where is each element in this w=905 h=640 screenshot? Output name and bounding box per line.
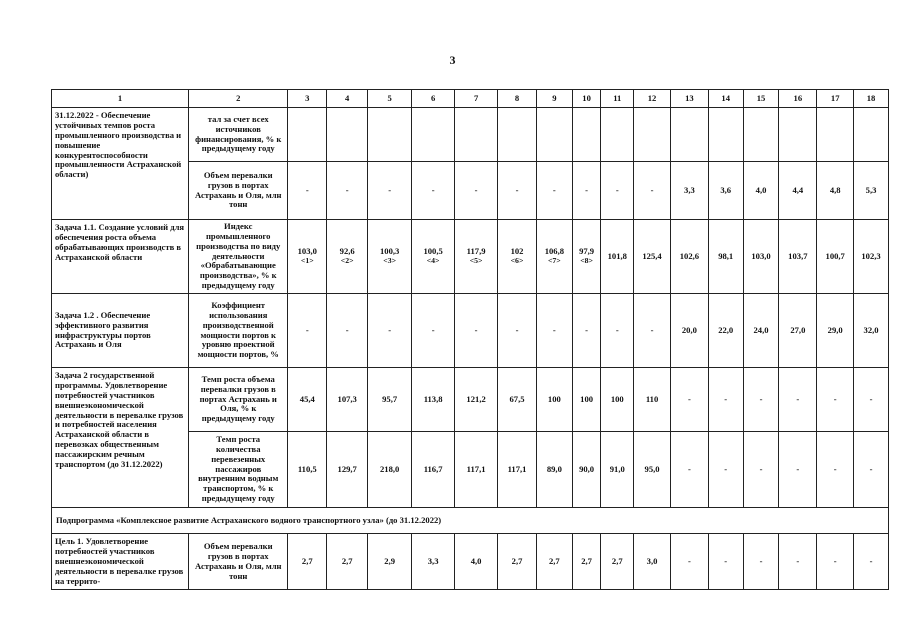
value-text: - [650, 184, 654, 195]
value-cell [854, 294, 889, 368]
value-text: 3,0 [646, 555, 658, 566]
value-cell [412, 294, 455, 368]
value-text: 22,0 [718, 324, 734, 335]
value-text: - [474, 324, 478, 335]
value-text: 100 [580, 393, 594, 404]
value-cell [572, 220, 601, 294]
value-cell [817, 432, 854, 508]
value-cell [670, 220, 708, 294]
indicator-table [51, 89, 889, 590]
value-text: - [515, 324, 519, 335]
value-text: - [869, 555, 873, 566]
value-text: - [759, 463, 763, 474]
value-cell [817, 368, 854, 432]
value-text: 20,0 [681, 324, 697, 335]
value-cell [634, 368, 671, 432]
footnote-ref: <7> [547, 255, 561, 265]
value-cell [498, 534, 537, 590]
goal-cell: Цель 1. Удовлетворение потребностей участников внешнеэкономической деятельности в перевалке грузов на террито- [52, 534, 189, 590]
value-cell [536, 108, 572, 162]
value-cell [601, 108, 634, 162]
value-text: 98,1 [718, 250, 734, 261]
value-cell [708, 534, 743, 590]
value-text: - [585, 324, 589, 335]
table-row [52, 534, 889, 590]
indicator-cell: тал за счет всех источников финансирования, % к предыдущему году [189, 108, 288, 162]
value-cell [327, 162, 368, 220]
value-text: - [833, 393, 837, 404]
footnote-ref: <3> [383, 255, 397, 265]
value-cell [368, 432, 412, 508]
footnote-ref: <1> [300, 255, 314, 265]
value-cell [743, 108, 779, 162]
value-cell [327, 108, 368, 162]
value-cell [854, 220, 889, 294]
value-text: 110,5 [297, 463, 317, 474]
value-text: 103,0 [751, 250, 771, 261]
indicator-cell: Темп роста количества перевезенных пассажиров внутренним водным транспортом, % к предыдущему году [189, 432, 288, 508]
value-text: - [759, 555, 763, 566]
value-cell [327, 368, 368, 432]
value-text: - [345, 324, 349, 335]
value-text: 95,7 [382, 393, 398, 404]
value-text: - [724, 555, 728, 566]
indicator-cell: Объем перевалки грузов в портах Астрахань и Оля, млн тонн [189, 534, 288, 590]
value-text: 2,7 [341, 555, 353, 566]
column-header: 17 [817, 90, 854, 108]
value-text: - [431, 184, 435, 195]
value-cell [743, 162, 779, 220]
value-cell [368, 108, 412, 162]
value-cell [288, 534, 327, 590]
value-cell [670, 294, 708, 368]
value-cell [288, 294, 327, 368]
value-cell [455, 432, 498, 508]
value-cell [854, 368, 889, 432]
value-text: - [724, 463, 728, 474]
value-cell [708, 368, 743, 432]
value-cell [634, 108, 671, 162]
value-cell [670, 162, 708, 220]
value-cell [412, 162, 455, 220]
value-text: 4,8 [829, 184, 841, 195]
value-cell [743, 220, 779, 294]
column-header: 16 [779, 90, 817, 108]
value-text: 2,7 [611, 555, 623, 566]
value-cell [854, 432, 889, 508]
value-text: 100,7 [825, 250, 845, 261]
value-cell [817, 162, 854, 220]
value-text: - [869, 463, 873, 474]
value-cell [536, 432, 572, 508]
value-cell [708, 108, 743, 162]
column-header: 14 [708, 90, 743, 108]
value-cell [455, 368, 498, 432]
value-text: 116,7 [423, 463, 443, 474]
value-text: - [724, 393, 728, 404]
value-text: 103,7 [788, 250, 808, 261]
value-cell [854, 534, 889, 590]
footnote-ref: <8> [580, 255, 593, 265]
value-text: 29,0 [827, 324, 843, 335]
value-cell [634, 432, 671, 508]
value-text: 100 [610, 393, 624, 404]
value-text: 2,7 [511, 555, 523, 566]
value-text: - [687, 463, 691, 474]
value-cell [572, 432, 601, 508]
column-header: 8 [498, 90, 537, 108]
value-text: 100 [547, 393, 561, 404]
value-cell [670, 432, 708, 508]
goal-cell: Задача 1.2 . Обеспечение эффективного развития инфраструктуры портов Астрахань и Оля [52, 294, 189, 368]
value-text: - [687, 393, 691, 404]
value-cell [572, 368, 601, 432]
value-cell [634, 534, 671, 590]
value-text: 67,5 [509, 393, 525, 404]
indicator-cell: Индекс промышленного производства по виду деятельности «Обрабатывающие производства», % к предыдущему году [189, 220, 288, 294]
value-text: - [796, 393, 800, 404]
value-text: 125,4 [642, 250, 662, 261]
value-cell [327, 534, 368, 590]
value-cell [327, 220, 368, 294]
table-row [52, 294, 889, 368]
value-text: - [552, 324, 556, 335]
value-text: - [552, 184, 556, 195]
value-cell [779, 534, 817, 590]
value-cell [368, 294, 412, 368]
value-cell [601, 534, 634, 590]
value-text: 102,3 [861, 250, 881, 261]
value-text: 45,4 [299, 393, 315, 404]
column-header: 7 [455, 90, 498, 108]
value-text: 117,1 [466, 463, 486, 474]
footnote-ref: <5> [469, 255, 483, 265]
goal-cell: Задача 1.1. Создание условий для обеспечения роста объема обрабатывающих производств в Астраханской области [52, 220, 189, 294]
value-text: 129,7 [337, 463, 357, 474]
value-cell [854, 108, 889, 162]
value-cell [634, 294, 671, 368]
subprogram-title: Подпрограмма «Комплексное развитие Астраханского водного транспортного узла» (до 31.12.2022) [52, 508, 889, 534]
value-cell [572, 294, 601, 368]
column-header: 11 [601, 90, 634, 108]
value-text: 117,9 [466, 246, 486, 257]
value-text: - [833, 555, 837, 566]
value-text: 3,6 [720, 184, 732, 195]
value-cell [572, 162, 601, 220]
value-text: - [305, 184, 309, 195]
value-cell [455, 534, 498, 590]
value-cell [288, 108, 327, 162]
value-cell [455, 162, 498, 220]
indicator-cell: Темп роста объема перевалки грузов в портах Астрахань и Оля, % к предыдущему году [189, 368, 288, 432]
value-text: 2,9 [384, 555, 396, 566]
value-text: - [833, 463, 837, 474]
value-text: 2,7 [548, 555, 560, 566]
value-text: - [388, 324, 392, 335]
indicator-cell: Коэффициент использования производственной мощности портов к уровню проектной мощности портов, % [189, 294, 288, 368]
value-text: 24,0 [753, 324, 769, 335]
value-cell [455, 220, 498, 294]
value-text: 218,0 [379, 463, 400, 474]
value-text: 121,2 [466, 393, 486, 404]
value-cell [498, 220, 537, 294]
value-text: - [687, 555, 691, 566]
column-header: 12 [634, 90, 671, 108]
value-text: 92,6 [339, 246, 355, 257]
value-cell [743, 368, 779, 432]
value-text: 3,3 [427, 555, 439, 566]
value-text: - [869, 393, 873, 404]
value-cell [498, 108, 537, 162]
footnote-ref: <2> [340, 255, 354, 265]
value-cell [288, 220, 327, 294]
value-cell [779, 294, 817, 368]
value-cell [368, 220, 412, 294]
value-text: 102 [510, 246, 524, 257]
value-cell [779, 108, 817, 162]
value-cell [743, 294, 779, 368]
column-header: 6 [412, 90, 455, 108]
value-text: - [759, 393, 763, 404]
column-header: 3 [288, 90, 327, 108]
value-cell [708, 220, 743, 294]
value-cell [601, 162, 634, 220]
value-text: 100,3 [379, 246, 400, 257]
value-cell [368, 534, 412, 590]
value-text: 100,5 [423, 246, 443, 257]
value-text: - [585, 184, 589, 195]
value-text: - [615, 324, 619, 335]
value-text: 90,0 [579, 463, 595, 474]
footnote-ref: <4> [426, 255, 440, 265]
goal-cell: Задача 2 государственной программы. Удовлетворение потребностей участников внешнеэкономической деятельности в перевалке грузов и потребностей населения Астраханской области в перевозках общественным пассажирским речным транспортом (до 31.12.2022) [52, 368, 189, 508]
column-header: 4 [327, 90, 368, 108]
subprogram-row [52, 508, 889, 534]
column-header: 5 [368, 90, 412, 108]
value-cell [708, 162, 743, 220]
value-cell [601, 368, 634, 432]
value-cell [708, 432, 743, 508]
value-text: - [515, 184, 519, 195]
value-cell [670, 368, 708, 432]
value-cell [779, 368, 817, 432]
value-cell [601, 220, 634, 294]
footnote-ref: <6> [510, 255, 524, 265]
value-text: - [796, 463, 800, 474]
value-cell [536, 534, 572, 590]
value-cell [572, 534, 601, 590]
value-text: - [345, 184, 349, 195]
value-cell [536, 294, 572, 368]
value-cell [288, 368, 327, 432]
value-cell [743, 432, 779, 508]
value-cell [817, 108, 854, 162]
value-cell [536, 162, 572, 220]
value-cell [536, 220, 572, 294]
value-cell [817, 220, 854, 294]
value-cell [779, 162, 817, 220]
value-text: - [431, 324, 435, 335]
value-cell [412, 220, 455, 294]
value-text: 103,0 [297, 246, 317, 257]
value-cell [854, 162, 889, 220]
value-text: 107,3 [337, 393, 357, 404]
value-cell [817, 534, 854, 590]
value-cell [327, 294, 368, 368]
value-text: 101,8 [607, 250, 627, 261]
value-cell [327, 432, 368, 508]
value-cell [498, 162, 537, 220]
value-text: 3,3 [684, 184, 695, 195]
value-text: - [615, 184, 619, 195]
value-cell [288, 432, 327, 508]
value-text: 102,6 [679, 250, 700, 261]
value-text: 113,8 [423, 393, 443, 404]
page-number: 3 [449, 53, 456, 67]
value-cell [779, 220, 817, 294]
value-text: 106,8 [544, 246, 565, 257]
value-cell [412, 534, 455, 590]
value-text: - [305, 324, 309, 335]
table-row [52, 368, 889, 432]
value-cell [601, 294, 634, 368]
value-cell [817, 294, 854, 368]
goal-cell: 31.12.2022 - Обеспечение устойчивых темпов роста промышленного производства и повышение конкурентоспособности промышленности Астраханской области) [52, 108, 189, 220]
value-text: - [474, 184, 478, 195]
column-header: 1 [52, 90, 189, 108]
value-text: - [650, 324, 654, 335]
value-text: - [388, 184, 392, 195]
value-cell [412, 432, 455, 508]
value-text: 2,7 [301, 555, 313, 566]
value-cell [455, 294, 498, 368]
value-cell [498, 368, 537, 432]
value-cell [288, 162, 327, 220]
value-text: 5,3 [865, 184, 877, 195]
value-text: 2,7 [581, 555, 592, 566]
value-cell [536, 368, 572, 432]
value-cell [455, 108, 498, 162]
value-cell [572, 108, 601, 162]
value-text: 89,0 [546, 463, 562, 474]
value-text: 95,0 [644, 463, 660, 474]
value-cell [601, 432, 634, 508]
value-text: 27,0 [790, 324, 806, 335]
column-header: 15 [743, 90, 779, 108]
value-cell [634, 220, 671, 294]
value-text: 4,0 [755, 184, 767, 195]
header-row [52, 90, 889, 108]
value-cell [368, 368, 412, 432]
value-cell [634, 162, 671, 220]
table-row [52, 108, 889, 162]
value-text: 91,0 [609, 463, 625, 474]
column-header: 2 [189, 90, 288, 108]
column-header: 9 [536, 90, 572, 108]
value-cell [670, 108, 708, 162]
value-text: 117,1 [507, 463, 527, 474]
value-cell [412, 368, 455, 432]
value-text: 110 [645, 393, 659, 404]
value-cell [368, 162, 412, 220]
value-cell [779, 432, 817, 508]
indicator-cell: Объем перевалки грузов в портах Астрахань и Оля, млн тонн [189, 162, 288, 220]
column-header: 10 [572, 90, 601, 108]
value-cell [743, 534, 779, 590]
column-header: 18 [854, 90, 889, 108]
value-text: 4,4 [792, 184, 804, 195]
value-cell [708, 294, 743, 368]
value-text: 4,0 [470, 555, 482, 566]
value-text: - [796, 555, 800, 566]
value-text: 97,9 [579, 246, 595, 257]
value-text: 32,0 [863, 324, 879, 335]
column-header: 13 [670, 90, 708, 108]
value-cell [498, 294, 537, 368]
value-cell [670, 534, 708, 590]
value-cell [412, 108, 455, 162]
table-row [52, 220, 889, 294]
value-cell [498, 432, 537, 508]
